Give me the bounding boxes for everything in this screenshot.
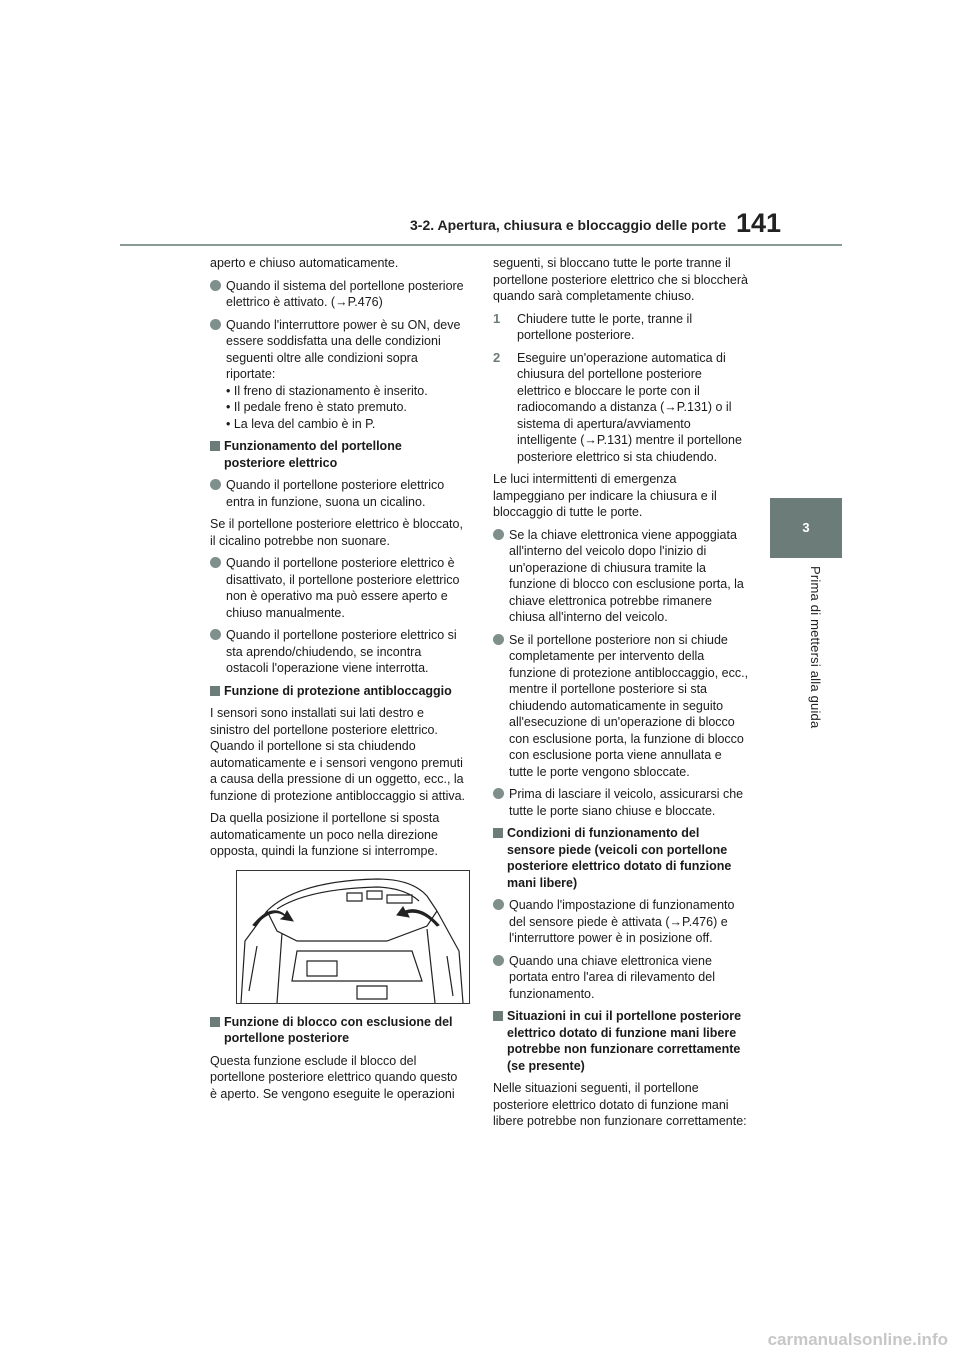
bullet-text: Quando il portellone posteriore elettrico è disattivato, il portellone posteriore elettrico non è operativo ma può essere aperto e chiuso manualmente. [226,556,460,620]
step-number: 2 [493,349,501,365]
bullet-icon [493,788,504,799]
step-item [493,350,749,466]
heading-text: Condizioni di funzionamento del sensore piede (veicoli con portellone posteriore elettrico dotato di funzione mani libere) [507,826,732,890]
step-number: 1 [493,310,501,326]
footer-watermark: carmanualsonline.info [767,1330,948,1349]
square-bullet-icon [210,441,220,451]
heading-text: Funzione di protezione antibloccaggio [224,683,452,698]
conditions-list [226,383,466,433]
square-bullet-icon [493,828,503,838]
paragraph: seguenti, si bloccano tutte le porte tranne il portellone posteriore elettrico che si bloccherà quando sarà completamente chiuso. [493,256,748,303]
heading-text: Funzione di blocco con esclusione del portellone posteriore [224,1014,453,1045]
condition-item: • La leva del cambio è in P. [226,416,376,431]
bullet-text: Prima di lasciare il veicolo, assicurarsi che tutte le porte siano chiuse e bloccate. [509,787,744,818]
bullet-item [493,527,749,626]
section-heading [493,825,749,891]
bullet-icon [493,634,504,645]
bullet-item [493,632,749,781]
bullet-item [210,278,466,311]
paragraph: Se il portellone posteriore elettrico è bloccato, il cicalino potrebbe non suonare. [210,517,463,548]
section-heading [210,1014,466,1047]
square-bullet-icon [210,1017,220,1027]
square-bullet-icon [493,1011,503,1021]
chapter-tab [770,498,842,558]
bullet-icon [210,479,221,490]
section-heading [210,683,466,700]
bullet-icon [210,319,221,330]
paragraph: Da quella posizione il portellone si sposta automaticamente un poco nella direzione opposta, quindi la funzione si interrompe. [210,811,440,858]
bullet-icon [210,557,221,568]
condition-item: • Il pedale freno è stato premuto. [226,400,407,414]
paragraph: I sensori sono installati sui lati destro e sinistro del portellone posteriore elettrico. Quando il portellone si sta chiudendo automaticamente e i sensori vengono premuti a causa della pressione di un oggetto, ecc., la funzione di protezione antibloccaggio si attiva. [210,706,466,803]
bullet-text: Quando l'interruttore power è su ON, deve essere soddisfatta una delle condizioni seguenti oltre alle condizioni sopra riportate: [226,317,461,381]
paragraph: Le luci intermittenti di emergenza lampeggiano per indicare la chiusura e il bloccaggio di tutte le porte. [493,472,717,519]
step-text: Eseguire un'operazione automatica di chiusura del portellone posteriore elettrico e bloccare le porte con il radiocomando a distanza (→P.131) o il sistema di apertura/avviamento intelligente (→P.131) mentre il portellone posteriore elettrico si sta chiudendo. [517,350,742,464]
bullet-item [493,786,749,819]
bullet-icon [493,899,504,910]
bullet-icon [493,955,504,966]
bullet-text: Quando il portellone posteriore elettrico entra in funzione, suona un cicalino. [226,478,445,509]
bullet-text: Quando il portellone posteriore elettrico si sta aprendo/chiudendo, se incontra ostacoli l'operazione viene interrotta. [226,628,457,675]
bullet-text: Quando una chiave elettronica viene portata entro l'area di rilevamento del funzionamento. [509,953,715,1001]
paragraph: Questa funzione esclude il blocco del portellone posteriore elettrico quando questo è aperto. Se vengono eseguite le operazioni [210,1053,458,1101]
step-item [493,311,749,344]
section-title: 3-2. Apertura, chiusura e bloccaggio delle porte [410,217,727,233]
heading-text: Situazioni in cui il portellone posteriore elettrico dotato di funzione mani libere potrebbe non funzionare correttamente (se presente) [507,1009,742,1073]
paragraph: aperto e chiuso automaticamente. [210,256,399,270]
section-heading [493,1008,749,1074]
left-column [210,255,466,1108]
bullet-item [210,477,466,510]
bullet-icon [210,629,221,640]
header-rule [120,244,842,246]
bullet-text: Se il portellone posteriore non si chiude completamente per intervento della funzione di protezione antibloccaggio, ecc., mentre il portellone posteriore si sta chiudendo automaticamente in seguito all'esecuzione di un'operazione di blocco con esclusione porta, la funzione di blocco con esclusione porta viene annullata e tutte le porte vengono sbloccate. [509,632,749,779]
bullet-icon [210,280,221,291]
condition-item: • Il freno di stazionamento è inserito. [226,383,428,398]
heading-text: Funzionamento del portellone posteriore elettrico [224,439,402,470]
page-number: 141 [736,208,782,238]
bullet-icon [493,529,504,540]
right-column [493,255,749,1136]
bullet-text: Se la chiave elettronica viene appoggiata all'interno del veicolo dopo l'inizio di un'operazione di chiusura tramite la funzione di blocco con esclusione porta, la chiave elettronica potrebbe rimanere chiusa all'interno del veicolo. [509,527,744,624]
bullet-text: Quando l'impostazione di funzionamento del sensore piede è attivata (→P.476) e l'interruttore power è in posizione off. [509,898,735,945]
bullet-text: Quando il sistema del portellone posteriore elettrico è attivato. (→P.476) [226,278,464,309]
bullet-item [493,897,749,947]
tailgate-illustration-svg [237,871,469,1003]
step-text: Chiudere tutte le porte, tranne il portellone posteriore. [517,311,693,342]
bullet-item [210,555,466,621]
section-heading [210,438,466,471]
bullet-item [210,317,466,433]
square-bullet-icon [210,686,220,696]
tailgate-sensor-illustration [236,870,470,1004]
bullet-item [493,953,749,1003]
paragraph: Nelle situazioni seguenti, il portellone posteriore elettrico dotato di funzione mani libere potrebbe non funzionare correttamente: [493,1081,747,1128]
bullet-item [210,627,466,677]
chapter-number: 3 [802,520,810,535]
chapter-title: Prima di mettersi alla guida [808,566,823,729]
